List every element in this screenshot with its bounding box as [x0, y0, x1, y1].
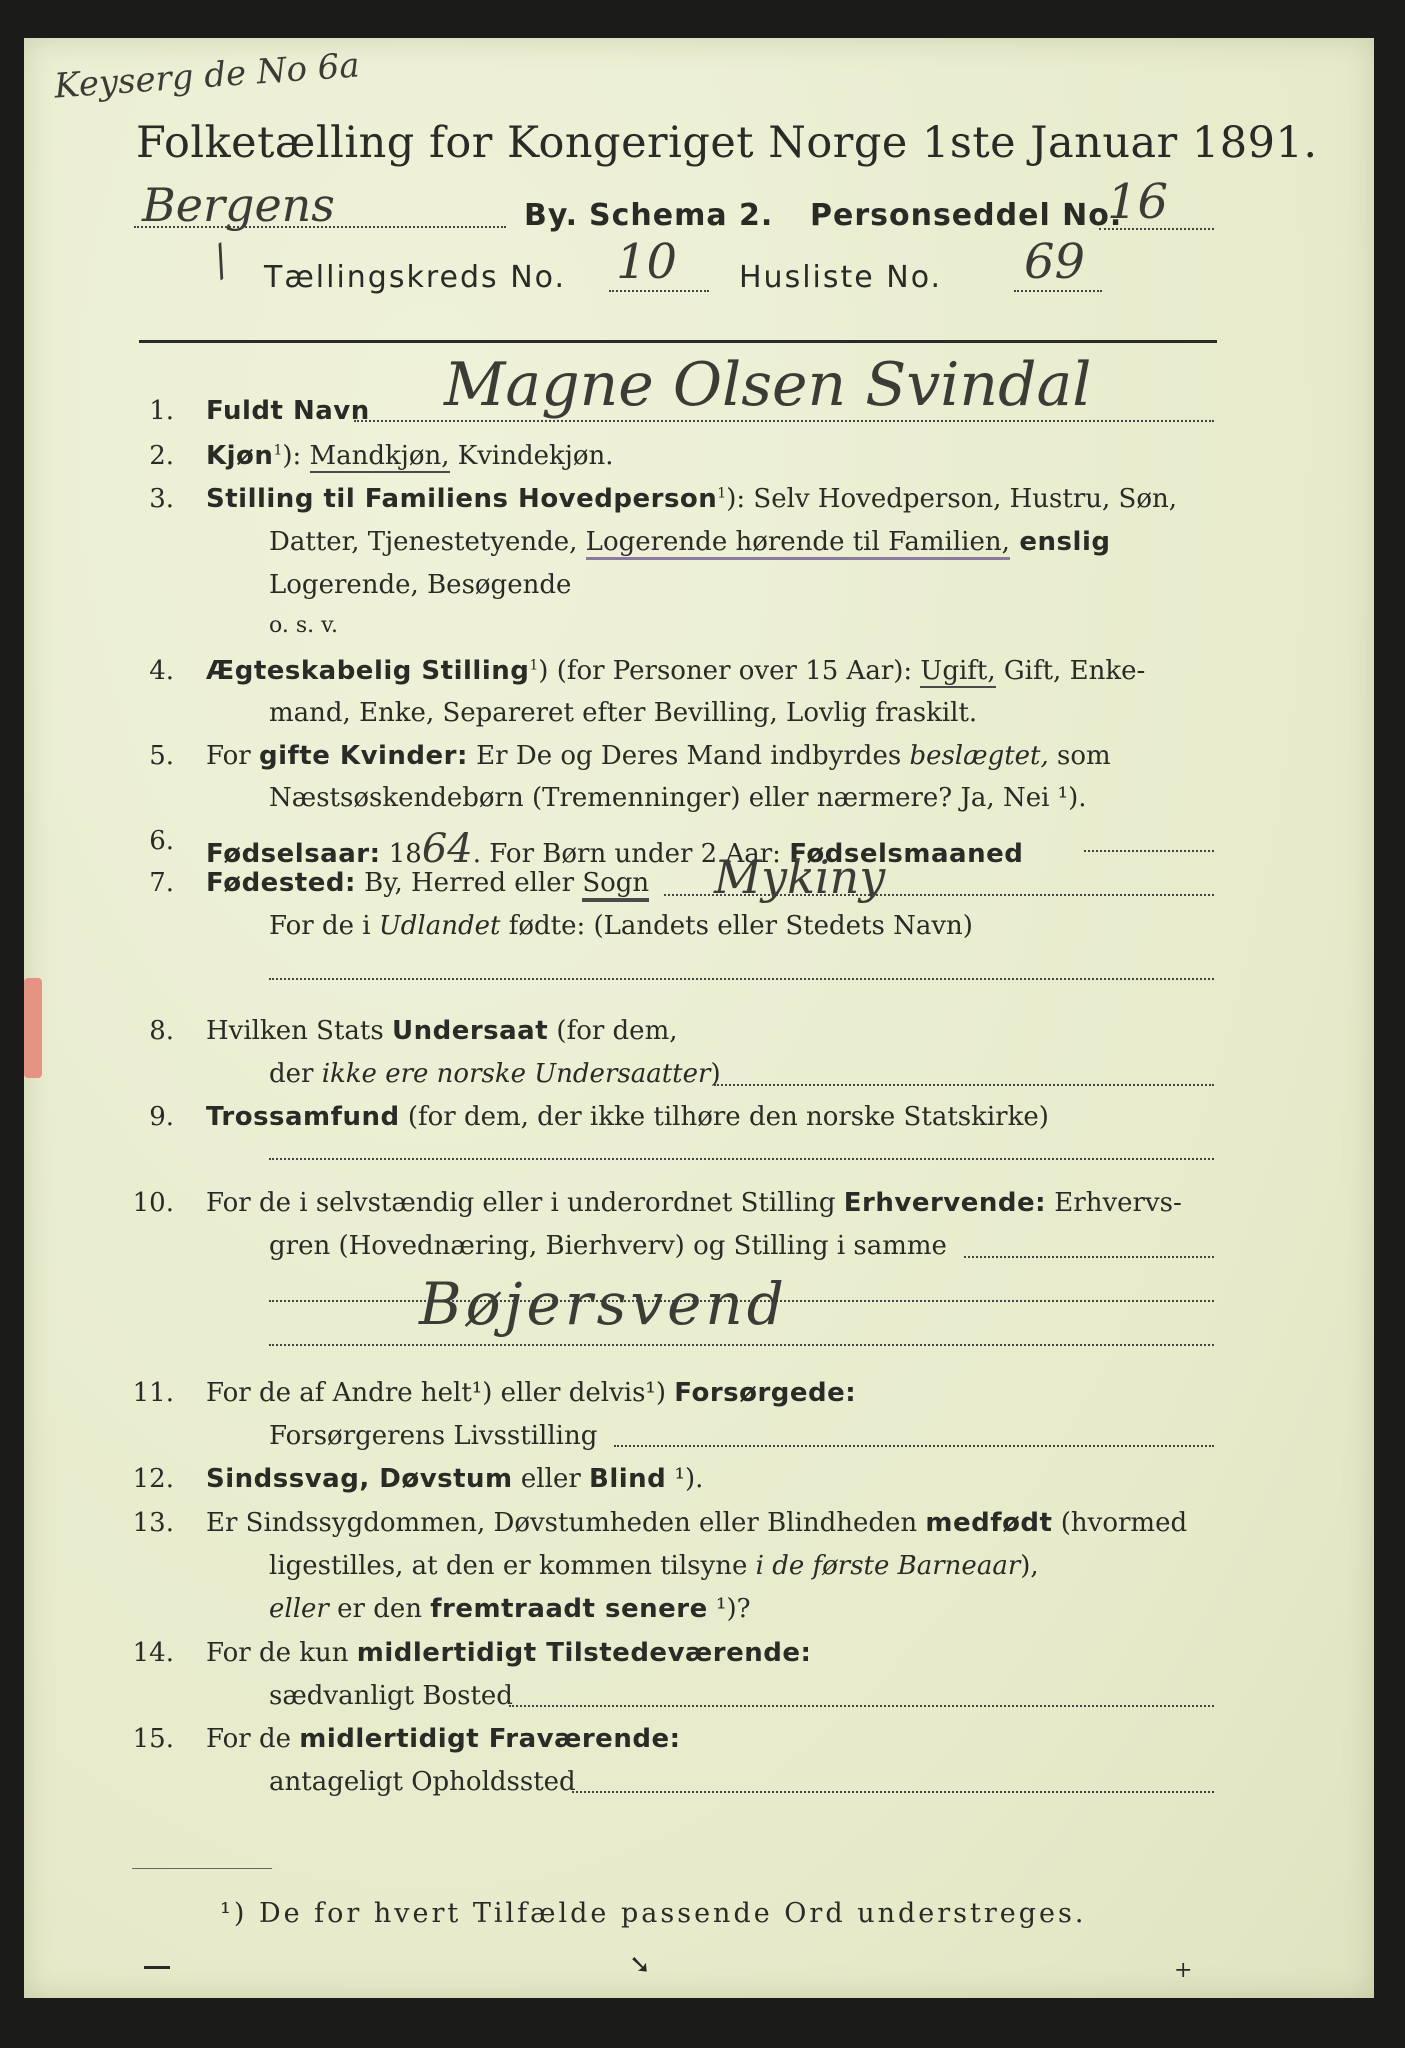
q11-number: 11. [132, 1378, 174, 1408]
q8-line1b: (for dem, [548, 1016, 678, 1046]
q10-answer-occupation: Bøjersvend [419, 1270, 788, 1338]
q14-label: midlertidigt Tilstedeværende: [356, 1638, 812, 1668]
q7-dotted-line-2 [269, 978, 1214, 980]
q15-number: 15. [132, 1724, 174, 1754]
q2-text: ): [282, 441, 310, 471]
header-rule [139, 340, 1217, 343]
q3-line4: o. s. v. [269, 613, 338, 638]
q13-line1b: (hvormed [1052, 1508, 1188, 1538]
q12-number: 12. [132, 1464, 174, 1494]
q1-answer-name: Magne Olsen Svindal [444, 350, 1092, 420]
q11-dotted-line [614, 1445, 1214, 1447]
q10-label: Erhvervende: [843, 1188, 1047, 1218]
husliste-label: Husliste No. [739, 260, 943, 295]
kreds-label: Tællingskreds No. [264, 260, 566, 295]
q9-line [206, 1102, 1049, 1132]
q5-line1 [206, 741, 1111, 771]
q14-line1 [206, 1638, 811, 1668]
q4-option-ugift: Ugift, [920, 656, 996, 686]
q6-label: Fødselsaar: [206, 839, 381, 869]
q5-label: gifte Kvinder: [258, 741, 468, 771]
q13-line2b: i de første Barneaar [755, 1551, 1021, 1581]
q3-number: 3. [149, 484, 174, 514]
q13-line3 [269, 1594, 751, 1624]
q6-birth-year: 64 [421, 826, 473, 872]
q8-line2c: ) [710, 1059, 721, 1089]
q10-line1b: Erhvervs- [1046, 1188, 1182, 1218]
q13-number: 13. [132, 1508, 174, 1538]
q14-line1a: For de kun [206, 1638, 357, 1668]
q3-label: Stilling til Familiens Hovedperson [206, 484, 718, 514]
q8-line2b: ikke ere norske Undersaatter [321, 1059, 711, 1089]
q5-line2: Næstsøskendebørn (Tremenninger) eller nærmere? Ja, Nei ¹). [269, 783, 1087, 813]
handwritten-address-note: Keyserg de No 6a [52, 45, 361, 107]
q6-year-prefix: 18 [380, 839, 422, 869]
ink-mark-cross: + [1174, 1958, 1193, 1983]
q12-label: Sindssvag, Døvstum [206, 1464, 513, 1494]
q2-sup: 1 [273, 442, 283, 459]
q11-line1 [206, 1378, 856, 1408]
q14-line2: sædvanligt Bosted [269, 1681, 513, 1711]
q4-line1: Ægteskabelig Stilling$^1$) (for Personer over 15 Aar): Ugift, Gift, Enke- [206, 656, 1146, 686]
q2-label: Kjøn [206, 441, 274, 471]
q8-dotted-line [714, 1084, 1214, 1086]
q10-number: 10. [132, 1188, 174, 1218]
q13-line2c: ), [1020, 1551, 1039, 1581]
q13-line3b: er den [328, 1594, 431, 1624]
personseddel-dotted-line [1099, 228, 1214, 230]
q12-label2: Blind [589, 1464, 667, 1494]
q13-line2a: ligestilles, at den er kommen tilsyne [269, 1551, 756, 1581]
footnote-rule [132, 1868, 272, 1869]
q9-line1: (for dem, der ikke tilhøre den norske Statskirke) [399, 1102, 1049, 1132]
q15-label: midlertidigt Fraværende: [299, 1724, 681, 1754]
q11-line2: Forsørgerens Livsstilling [269, 1421, 598, 1451]
husliste-dotted-line [1014, 290, 1102, 292]
q4-line1a: ) (for Personer over 15 Aar): [538, 656, 921, 686]
q1-dotted-line [354, 420, 1214, 422]
q1-number: 1. [149, 396, 174, 426]
q3-line2c: enslig [1009, 527, 1111, 557]
ink-mark-arrow: ➘ [629, 1950, 651, 1980]
city-handwritten: Bergens [142, 178, 335, 232]
q6-line [206, 826, 1023, 872]
form-title: Folketælling for Kongeriget Norge 1ste Januar 1891. [136, 118, 1318, 168]
q2-line [206, 441, 613, 471]
q9-dotted-line [269, 1158, 1214, 1160]
q15-dotted-line [572, 1791, 1214, 1793]
q7-answer-place: Mykiny [714, 850, 886, 904]
q9-label: Trossamfund [206, 1102, 400, 1132]
q3-line2a: Datter, Tjenestetyende, [269, 527, 586, 557]
q7-dotted-line [664, 894, 1214, 896]
q1-label: Fuldt Navn [206, 396, 370, 426]
q12-text-a: eller [512, 1464, 590, 1494]
q8-label: Undersaat [391, 1016, 549, 1046]
q8-line2 [269, 1059, 721, 1089]
q10-line1 [206, 1188, 1182, 1218]
paper-stain [24, 978, 42, 1078]
q3-line1-text: ): Selv Hovedperson, Hustru, Søn, [726, 484, 1178, 514]
q13-line3a: eller [269, 1594, 329, 1624]
q6-number: 6. [149, 826, 174, 856]
q3-line3: Logerende, Besøgende [269, 570, 572, 600]
q7-line1a: By, Herred eller [355, 868, 583, 898]
q10-line2: gren (Hovednæring, Bierhverv) og Stilling i samme [269, 1231, 947, 1261]
q5-label-pre: For [206, 741, 259, 771]
q5-line1b: beslægtet, [909, 741, 1049, 771]
q2-option-mandkjon: Mandkjøn, [309, 441, 450, 471]
q9-number: 9. [149, 1102, 174, 1132]
schema-label: Schema 2. [589, 198, 774, 233]
q13-label2: fremtraadt senere [430, 1594, 708, 1624]
q13-line1 [206, 1508, 1187, 1538]
q7-option-sogn: Sogn [582, 868, 649, 902]
personseddel-label: Personseddel No. [810, 198, 1123, 233]
ink-mark-dash [144, 1966, 170, 1969]
q4-line2: mand, Enke, Separeret efter Bevilling, Lovlig fraskilt. [269, 698, 978, 728]
q8-line1 [206, 1016, 677, 1046]
q3-line2 [269, 527, 1110, 557]
q8-line1a: Hvilken Stats [206, 1016, 392, 1046]
q5-line1c: som [1048, 741, 1111, 771]
q3-option-logerende-familien: Logerende hørende til Familien, [586, 527, 1010, 560]
personseddel-number: 16 [1107, 174, 1169, 230]
q10-dotted-line-1 [964, 1256, 1214, 1258]
q11-line1a: For de af Andre helt¹) eller delvis¹) [206, 1378, 675, 1408]
q12-text-b: ¹). [666, 1464, 704, 1494]
q7-line1 [206, 868, 649, 898]
city-dotted-line [134, 226, 506, 228]
q6-text: . For Børn under 2 Aar: [472, 839, 790, 869]
q14-dotted-line [509, 1705, 1214, 1707]
q6-label2: Fødselsmaaned [789, 839, 1024, 869]
q8-line2a: der [269, 1059, 322, 1089]
q10-dotted-line-3 [269, 1344, 1214, 1346]
husliste-number: 69 [1024, 234, 1086, 290]
q5-number: 5. [149, 741, 174, 771]
q15-line1a: For de [206, 1724, 300, 1754]
q4-label: Ægteskabelig Stilling [206, 656, 530, 686]
q7-number: 7. [149, 868, 174, 898]
q3-line1: Stilling til Familiens Hovedperson$^1$): Selv Hovedperson, Hustru, Søn, [206, 484, 1178, 514]
q7-line2c: fødte: (Landets eller Stedets Navn) [500, 911, 973, 941]
q6-dotted-line [1084, 850, 1214, 852]
by-label: By. [524, 198, 579, 233]
kreds-number: 10 [616, 234, 678, 290]
q4-line1c: Gift, Enke- [995, 656, 1146, 686]
q2-number: 2. [149, 441, 174, 471]
q10-line1a: For de i selvstændig eller i underordnet Stilling [206, 1188, 844, 1218]
q7-label: Fødested: [206, 868, 356, 898]
q11-label: Forsørgede: [674, 1378, 857, 1408]
q12-line [206, 1464, 703, 1494]
q13-line3c: ¹)? [707, 1594, 751, 1624]
q14-number: 14. [132, 1638, 174, 1668]
q8-number: 8. [149, 1016, 174, 1046]
q13-line1a: Er Sindssygdommen, Døvstumheden eller Blindheden [206, 1508, 926, 1538]
q7-line2 [269, 911, 973, 941]
q13-label: medfødt [925, 1508, 1053, 1538]
q15-line1 [206, 1724, 680, 1754]
q7-line2b: Udlandet [378, 911, 501, 941]
check-mark: / [203, 237, 239, 285]
q13-line2 [269, 1551, 1039, 1581]
footnote-text: ¹) De for hvert Tilfælde passende Ord understreges. [220, 1898, 1087, 1929]
kreds-dotted-line [609, 290, 709, 292]
q7-line2a: For de i [269, 911, 379, 941]
census-form-sheet [24, 38, 1374, 1998]
q2-option-kvindekjon: Kvindekjøn. [449, 441, 614, 471]
q4-number: 4. [149, 656, 174, 686]
q5-line1a: Er De og Deres Mand indbyrdes [467, 741, 910, 771]
q15-line2: antageligt Opholdssted [269, 1767, 576, 1797]
